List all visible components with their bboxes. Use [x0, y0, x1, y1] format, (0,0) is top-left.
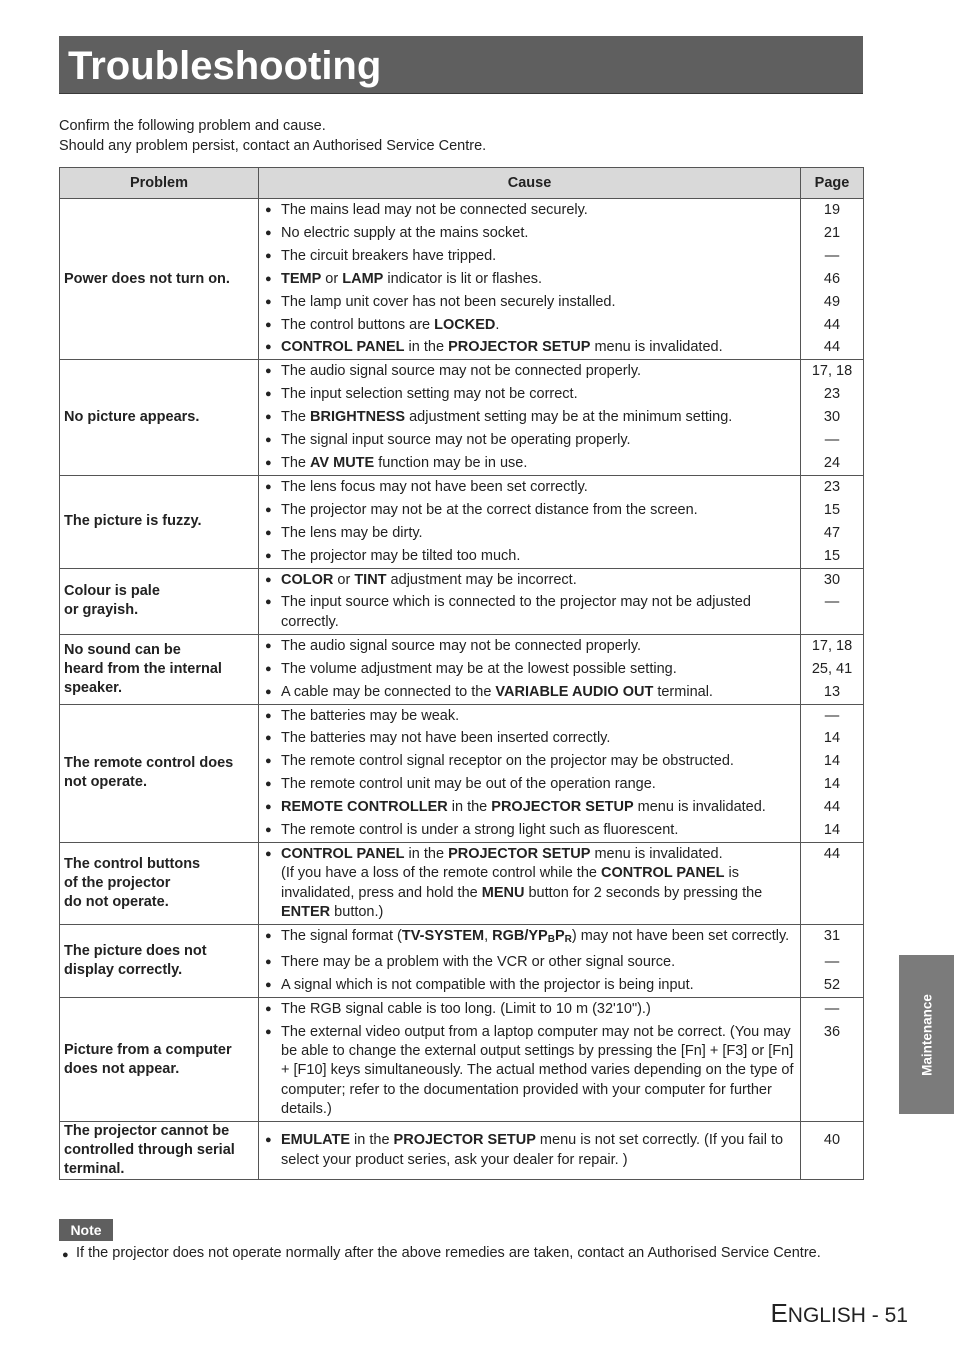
cause-item [265, 268, 796, 291]
bullet-dot-icon: ● [265, 526, 272, 539]
bullet-dot-icon: ● [265, 503, 272, 516]
bullet-dot-icon: ● [265, 709, 272, 722]
cause-item [265, 705, 796, 728]
bullet-dot-icon: ● [265, 226, 272, 239]
troubleshooting-table [59, 167, 864, 1180]
cause-text: The volume adjustment may be at the lowest possible setting. [281, 660, 677, 677]
page-ref: — [824, 1001, 840, 1018]
cause-item [265, 476, 796, 499]
note-item [62, 1245, 821, 1265]
bullet-dot-icon: ● [265, 365, 272, 378]
cause-text: A cable may be connected to the VARIABLE AUDIO OUT terminal. [281, 683, 713, 700]
page-ref: 52 [823, 977, 841, 994]
page-ref: 17, 18 [811, 363, 853, 380]
bullet-dot-icon: ● [265, 639, 272, 652]
page-ref: — [824, 954, 840, 971]
cause-text: The audio signal source may not be connected properly. [281, 363, 642, 380]
page-ref: 19 [823, 202, 841, 218]
cause-text: The projector may not be at the correct distance from the screen. [281, 501, 698, 518]
cause-text: There may be a problem with the VCR or other signal source. [281, 954, 676, 971]
cause-item [265, 843, 796, 924]
cause-cell [259, 704, 801, 843]
cause-text: A signal which is not compatible with the projector is being input. [281, 977, 694, 994]
problem-cell: The picture is fuzzy. [60, 475, 259, 568]
page-ref: 25, 41 [811, 660, 853, 677]
bullet-dot-icon: ● [265, 411, 272, 424]
page-ref: 14 [823, 822, 841, 839]
table-row [60, 199, 864, 360]
problem-cell: The projector cannot be controlled through serial terminal. [60, 1122, 259, 1180]
cause-item [265, 727, 796, 750]
problem-cell: No sound can be heard from the internal speaker. [60, 634, 259, 704]
footer-initial: E [770, 1298, 788, 1328]
cause-text: The circuit breakers have tripped. [281, 247, 497, 264]
cause-text: EMULATE in the PROJECTOR SETUP menu is not set correctly. (If you fail to select your product series, ask your dealer for repair. ) [281, 1132, 784, 1168]
intro-line-2: Should any problem persist, contact an Authorised Service Centre. [59, 138, 487, 154]
cause-text: TEMP or LAMP indicator is lit or flashes. [281, 270, 543, 287]
page-ref: — [824, 432, 840, 449]
bullet-dot-icon: ● [265, 956, 272, 969]
bullet-dot-icon: ● [265, 685, 272, 698]
bullet-dot-icon: ● [265, 801, 272, 814]
page-ref: — [824, 594, 840, 611]
table-row [60, 360, 864, 476]
problem-cell: The control buttons of the projector do not operate. [60, 843, 259, 925]
cause-item [265, 796, 796, 819]
cause-text: The lens focus may not have been set correctly. [281, 478, 588, 495]
cause-text: REMOTE CONTROLLER in the PROJECTOR SETUP menu is invalidated. [281, 799, 766, 816]
cause-item [265, 383, 796, 406]
cause-text: The projector may be tilted too much. [281, 547, 521, 564]
cause-item [265, 291, 796, 314]
page-ref: 24 [823, 454, 841, 471]
page-cell [801, 1122, 864, 1180]
bullet-dot-icon: ● [265, 480, 272, 493]
cause-item [265, 222, 796, 245]
problem-cell: Colour is pale or grayish. [60, 568, 259, 634]
problem-cell: Picture from a computer does not appear. [60, 998, 259, 1122]
page-ref: — [824, 707, 840, 724]
cause-item [265, 245, 796, 268]
cause-text: The external video output from a laptop computer may not be correct. (You may be able to change the external output settings by pressing the [Fn] + [F3] or [Fn] + [F10] keys simultaneously. The actual method varies depending on the type of computer; refer to the documentation provided with your computer for further details.) [281, 1024, 794, 1117]
page-ref: 30 [823, 409, 841, 426]
bullet-dot-icon: ● [265, 272, 272, 285]
note-text: If the projector does not operate normally after the above remedies are taken, contact an Authorised Service Centre. [76, 1245, 821, 1261]
page-ref: 31 [823, 928, 841, 945]
cause-item [265, 499, 796, 522]
cause-item [265, 569, 796, 592]
table-header-row [60, 168, 864, 199]
bullet-dot-icon: ● [265, 1003, 272, 1016]
bullet-dot-icon: ● [265, 573, 272, 586]
bullet-dot-icon: ● [265, 204, 272, 216]
cause-item [265, 750, 796, 773]
cause-item [265, 951, 796, 974]
cause-text: The RGB signal cable is too long. (Limit to 10 m (32'10").) [281, 1001, 651, 1018]
problem-cell: The picture does not display correctly. [60, 925, 259, 998]
problem-cell: Power does not turn on. [60, 199, 259, 360]
page-ref: 44 [823, 339, 841, 356]
cause-text: COLOR or TINT adjustment may be incorrect. [281, 571, 577, 588]
table-row [60, 704, 864, 843]
cause-cell [259, 998, 801, 1122]
page-cell [801, 634, 864, 704]
cause-text: The control buttons are LOCKED. [281, 316, 500, 333]
cause-text: CONTROL PANEL in the PROJECTOR SETUP menu is invalidated. (If you have a loss of the remote control while the CONTROL PANEL is invalidated, press and hold the MENU button for 2 seconds by pressing the ENTER button.) [281, 846, 763, 920]
cause-text: The audio signal source may not be connected properly. [281, 637, 642, 654]
cause-item [265, 974, 796, 997]
bullet-dot-icon: ● [265, 549, 272, 562]
cause-item [265, 773, 796, 796]
cause-item [265, 591, 796, 633]
page-ref: 44 [823, 316, 841, 333]
bullet-dot-icon: ● [265, 824, 272, 837]
cause-cell [259, 568, 801, 634]
bullet-dot-icon: ● [265, 1134, 272, 1147]
footer-rest: NGLISH - 51 [787, 1304, 908, 1327]
table-row [60, 925, 864, 998]
intro-text [59, 116, 486, 156]
bullet-dot-icon: ● [265, 1026, 272, 1038]
bullet-dot-icon: ● [265, 732, 272, 745]
cause-text: No electric supply at the mains socket. [281, 224, 529, 241]
cause-item [265, 545, 796, 568]
cause-text: The signal format (TV-SYSTEM, RGB/$YP_BP_R$) may not have been set correctly. [281, 928, 790, 946]
cause-item [265, 1021, 796, 1121]
page-ref: 13 [823, 683, 841, 700]
cause-text: The remote control signal receptor on the projector may be obstructed. [281, 753, 734, 770]
intro-line-1: Confirm the following problem and cause. [59, 118, 326, 134]
cause-item [265, 336, 796, 359]
page-ref: 23 [823, 386, 841, 403]
bullet-dot-icon: ● [265, 930, 272, 943]
page-ref: — [824, 247, 840, 264]
cause-cell [259, 1122, 801, 1180]
page-cell [801, 360, 864, 476]
bullet-dot-icon: ● [265, 434, 272, 447]
bullet-dot-icon: ● [265, 456, 272, 469]
cause-item [265, 925, 796, 951]
bullet-dot-icon: ● [265, 755, 272, 768]
page-cell [801, 925, 864, 998]
cause-item [265, 522, 796, 545]
page-ref: 15 [823, 547, 841, 564]
cause-cell [259, 925, 801, 998]
header-page: Page [801, 168, 864, 199]
cause-cell [259, 199, 801, 360]
cause-item [265, 452, 796, 475]
cause-item [265, 681, 796, 704]
cause-cell [259, 360, 801, 476]
table-row [60, 998, 864, 1122]
cause-cell [259, 843, 801, 925]
section-side-tab [899, 955, 954, 1114]
page-ref: 46 [823, 270, 841, 287]
bullet-dot-icon: ● [265, 318, 272, 331]
side-tab-label: Maintenance [919, 993, 934, 1076]
page-ref: 21 [823, 224, 841, 241]
bullet-dot-icon: ● [265, 848, 272, 861]
cause-cell [259, 634, 801, 704]
cause-item [265, 998, 796, 1021]
bullet-dot-icon: ● [265, 778, 272, 791]
cause-item [265, 1129, 796, 1171]
table-row [60, 634, 864, 704]
cause-item [265, 314, 796, 337]
header-cause: Cause [259, 168, 801, 199]
page-ref: 44 [823, 846, 841, 863]
page-ref: 14 [823, 753, 841, 770]
cause-item [265, 406, 796, 429]
cause-item [265, 360, 796, 383]
cause-cell [259, 475, 801, 568]
page-cell [801, 568, 864, 634]
cause-text: The input selection setting may not be correct. [281, 386, 578, 403]
cause-text: The remote control unit may be out of the operation range. [281, 776, 656, 793]
table-row [60, 475, 864, 568]
page-ref: 44 [823, 799, 841, 816]
page-ref: 15 [823, 501, 841, 518]
page-cell [801, 475, 864, 568]
page-ref: 40 [823, 1132, 841, 1149]
cause-item [265, 635, 796, 658]
cause-text: The remote control is under a strong light such as fluorescent. [281, 822, 679, 839]
bullet-dot-icon: ● [265, 979, 272, 992]
page-ref: 17, 18 [811, 637, 853, 654]
page-cell [801, 704, 864, 843]
cause-item [265, 658, 796, 681]
problem-cell: No picture appears. [60, 360, 259, 476]
header-problem: Problem [60, 168, 259, 199]
page-cell [801, 998, 864, 1122]
bullet-dot-icon: ● [265, 341, 272, 354]
cause-item [265, 819, 796, 842]
cause-text: The signal input source may not be operating properly. [281, 432, 631, 449]
bullet-dot-icon: ● [265, 388, 272, 401]
page-ref: 14 [823, 730, 841, 747]
bullet-dot-icon: ● [265, 662, 272, 675]
page-ref: 36 [823, 1024, 841, 1040]
cause-text: The BRIGHTNESS adjustment setting may be at the minimum setting. [281, 409, 733, 426]
bullet-dot-icon: ● [265, 596, 272, 609]
title-bar [59, 36, 863, 94]
cause-item [265, 429, 796, 452]
table-row [60, 568, 864, 634]
page-ref: 30 [823, 571, 841, 588]
cause-text: The lens may be dirty. [281, 524, 423, 541]
bullet-dot-icon: ● [265, 295, 272, 308]
cause-text: The lamp unit cover has not been securely installed. [281, 293, 616, 310]
cause-text: The mains lead may not be connected securely. [281, 202, 588, 218]
page-cell [801, 843, 864, 925]
cause-text: CONTROL PANEL in the PROJECTOR SETUP menu is invalidated. [281, 339, 723, 356]
page-ref: 49 [823, 293, 841, 310]
table-row [60, 843, 864, 925]
problem-cell: The remote control does not operate. [60, 704, 259, 843]
page-ref: 23 [823, 478, 841, 495]
table-row [60, 1122, 864, 1180]
page-title: Troubleshooting [68, 44, 382, 88]
note-label: Note [59, 1219, 113, 1241]
page-ref: 14 [823, 776, 841, 793]
page-cell [801, 199, 864, 360]
cause-text: The AV MUTE function may be in use. [281, 454, 528, 471]
cause-text: The input source which is connected to the projector may not be adjusted correctly. [281, 594, 751, 630]
page-footer [770, 1298, 908, 1329]
bullet-dot-icon: ● [62, 1249, 69, 1261]
cause-item [265, 199, 796, 222]
page-ref: 47 [823, 524, 841, 541]
cause-text: The batteries may be weak. [281, 707, 460, 724]
cause-text: The batteries may not have been inserted correctly. [281, 730, 611, 747]
bullet-dot-icon: ● [265, 249, 272, 262]
